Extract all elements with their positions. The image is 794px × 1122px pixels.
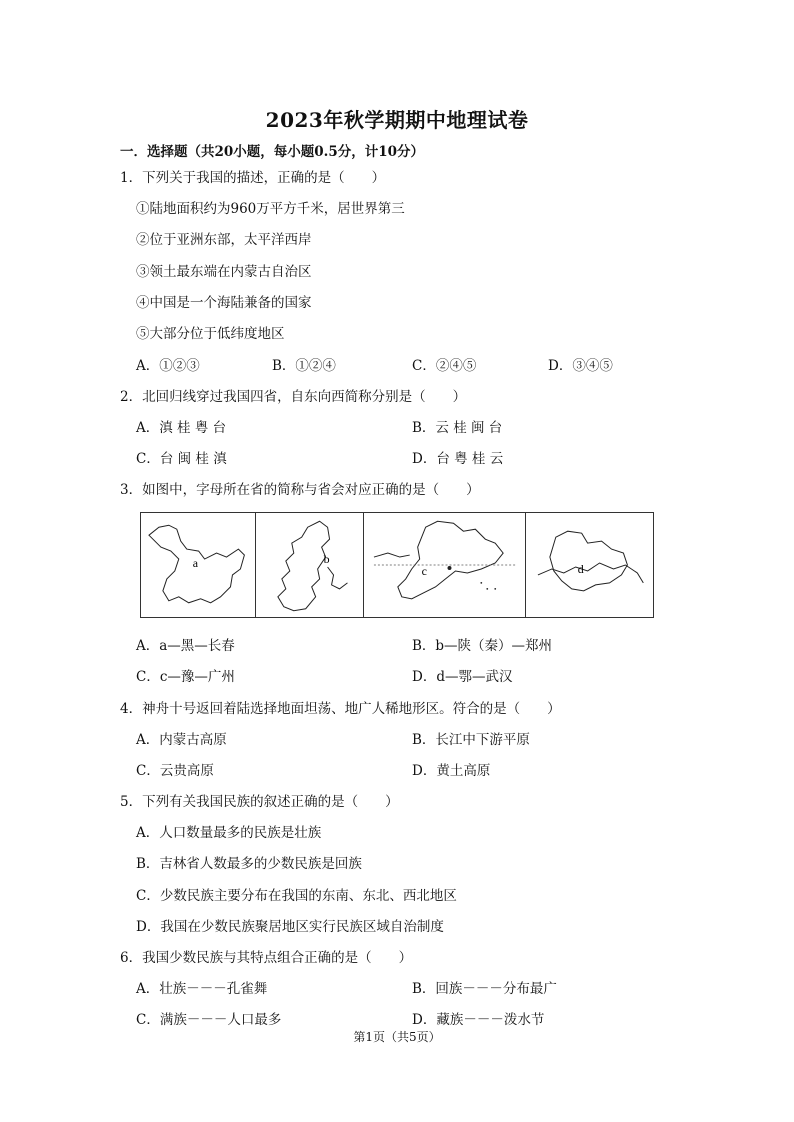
map-label-c: c: [421, 563, 427, 578]
province-outline-c: [364, 513, 525, 617]
question-6-option-b: B．回族－－－分布最广: [412, 981, 557, 997]
question-1-statement: ①陆地面积约为960万平方千米，居世界第三: [136, 201, 405, 217]
question-2-option-a: A．滇 桂 粤 台: [136, 420, 227, 436]
question-2-option-d: D．台 粤 桂 云: [412, 451, 504, 467]
question-5-option-c: C．少数民族主要分布在我国的东南、东北、西北地区: [136, 888, 457, 904]
question-3-option-d: D．d—鄂—武汉: [412, 669, 513, 685]
map-panel-b: [256, 513, 363, 617]
map-panel-c: [364, 513, 526, 617]
question-1-stem: 1．下列关于我国的描述，正确的是（ ）: [120, 170, 386, 186]
question-3-stem: 3．如图中，字母所在省的简称与省会对应正确的是（ ）: [120, 482, 480, 498]
map-panel-a: [141, 513, 256, 617]
question-4-option-d: D．黄土高原: [412, 763, 491, 779]
question-1-option-d: D．③④⑤: [548, 358, 613, 374]
question-1-statement: ④中国是一个海陆兼备的国家: [136, 295, 312, 311]
question-4-option-c: C．云贵高原: [136, 763, 214, 779]
question-1-statement: ②位于亚洲东部，太平洋西岸: [136, 232, 312, 248]
map-panel-d: [526, 513, 653, 617]
page-title: 2023年秋学期期中地理试卷: [265, 108, 529, 132]
question-3-option-b: B．b—陕（秦）—郑州: [412, 638, 553, 654]
province-outline-b: [256, 513, 362, 617]
province-outline-a: [141, 513, 255, 617]
question-4-option-b: B．长江中下游平原: [412, 732, 530, 748]
question-4-option-a: A．内蒙古高原: [136, 732, 227, 748]
question-1-statement: ⑤大部分位于低纬度地区: [136, 326, 285, 342]
question-2-option-b: B．云 桂 闽 台: [412, 420, 503, 436]
section-heading: 一．选择题（共20小题，每小题0.5分，计10分）: [120, 144, 425, 160]
question-1-option-a: A．①②③: [136, 358, 200, 374]
province-outline-d: [526, 513, 653, 617]
question-2-option-c: C．台 闽 桂 滇: [136, 451, 227, 467]
province-map-figure: [140, 512, 654, 618]
map-label-b: b: [323, 552, 330, 567]
question-6-option-d: D．藏族－－－泼水节: [412, 1012, 545, 1028]
question-1-statement: ③领土最东端在内蒙古自治区: [136, 264, 312, 280]
question-3-option-a: A．a—黑—长春: [136, 638, 235, 654]
question-1-option-c: C．②④⑤: [412, 358, 477, 374]
question-5-stem: 5．下列有关我国民族的叙述正确的是（ ）: [120, 794, 399, 810]
question-6-option-c: C．满族－－－人口最多: [136, 1012, 282, 1028]
question-6-option-a: A．壮族－－－孔雀舞: [136, 981, 268, 997]
question-5-option-d: D．我国在少数民族聚居地区实行民族区域自治制度: [136, 919, 444, 935]
question-4-stem: 4．神舟十号返回着陆选择地面坦荡、地广人稀地形区。符合的是（ ）: [120, 701, 561, 717]
map-label-a: a: [192, 555, 198, 570]
question-2-stem: 2．北回归线穿过我国四省，自东向西简称分别是（ ）: [120, 389, 467, 405]
question-6-stem: 6．我国少数民族与其特点组合正确的是（ ）: [120, 950, 413, 966]
question-5-option-a: A．人口数量最多的民族是壮族: [136, 825, 322, 841]
question-5-option-b: B．吉林省人数最多的少数民族是回族: [136, 856, 362, 872]
question-3-option-c: C．c—豫—广州: [136, 669, 235, 685]
page-footer: 第1页（共5页）: [353, 1030, 441, 1044]
question-1-option-b: B．①②④: [272, 358, 336, 374]
map-label-d: d: [577, 561, 584, 576]
